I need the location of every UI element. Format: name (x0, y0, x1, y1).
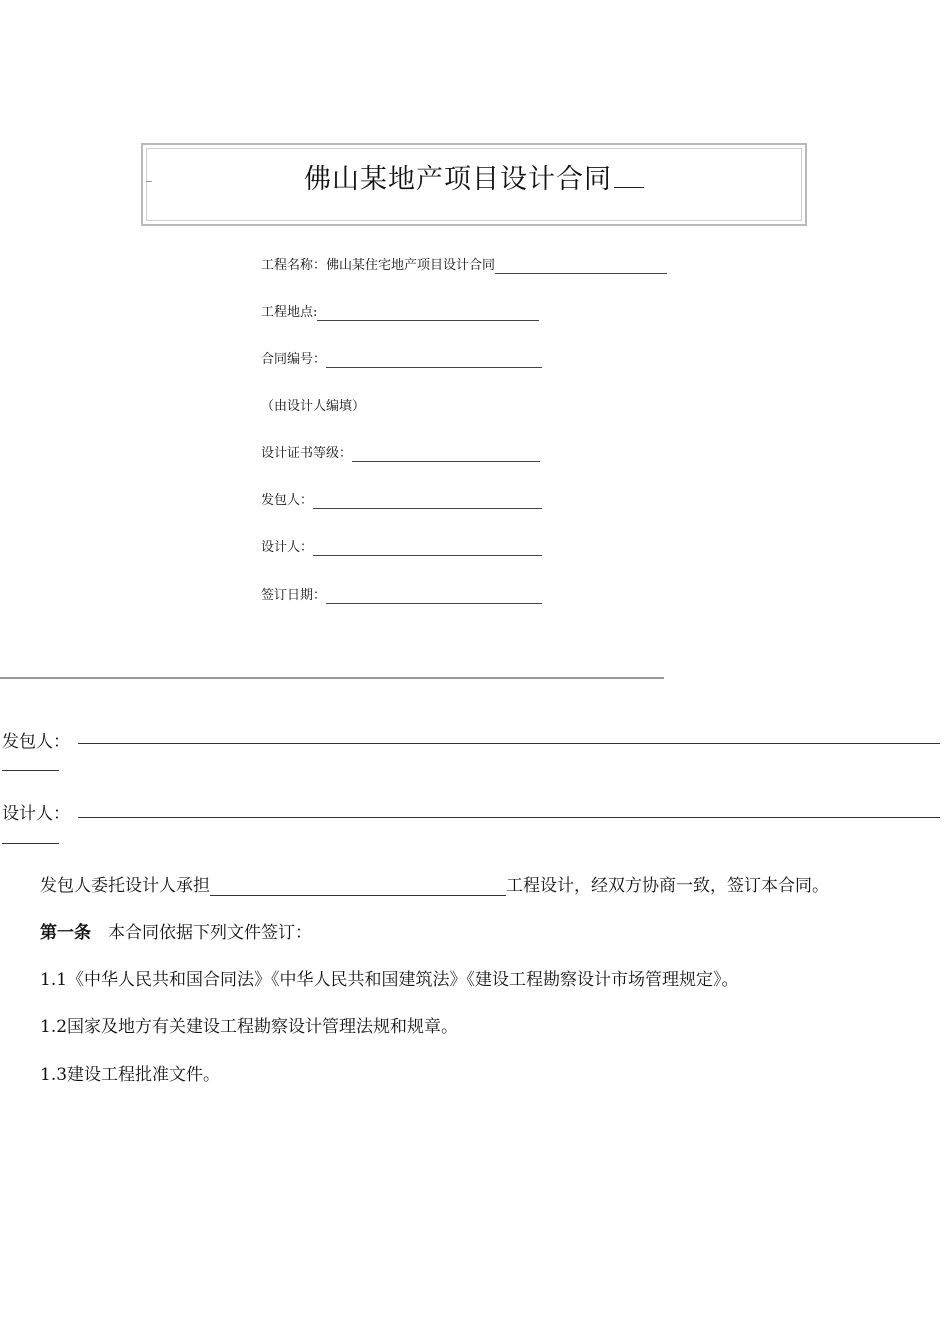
contract-no-fill (326, 354, 542, 368)
sign-date-fill (326, 590, 542, 604)
cover-designer-line (261, 540, 542, 556)
intro-paragraph (40, 871, 829, 896)
client-fill-line (78, 743, 940, 744)
title-blank-line (614, 165, 644, 188)
intro-suffix: 工程设计，经双方协商一致，签订本合同。 (506, 876, 829, 896)
sign-date-label: 签订日期： (261, 588, 327, 603)
contract-no-note: （由设计人编填） (261, 399, 366, 414)
title-box (141, 143, 807, 226)
project-location-line (261, 305, 539, 321)
section-separator (0, 677, 664, 679)
cert-level-line (261, 446, 540, 462)
designer-fill-line-wrap (2, 843, 59, 844)
cover-client-line (261, 493, 542, 509)
project-location-label: 工程地点: (261, 305, 318, 320)
cert-level-label: 设计证书等级： (261, 446, 353, 461)
cover-designer-fill (313, 542, 542, 556)
contract-no-line (261, 352, 542, 368)
cover-client-label: 发包人： (261, 493, 314, 508)
project-location-fill (317, 307, 539, 321)
project-name-label: 工程名称： (261, 258, 327, 273)
cover-designer-label: 设计人： (261, 540, 314, 555)
client-label: 发包人： (2, 732, 70, 752)
project-name-line (261, 258, 667, 274)
intro-prefix: 发包人委托设计人承担 (40, 876, 210, 896)
client-fill-line-wrap (2, 770, 59, 771)
cover-client-fill (313, 495, 542, 509)
item-1-2: 1.2国家及地方有关建设工程勘察设计管理法规和规章。 (40, 1017, 459, 1037)
project-blank-line (210, 879, 506, 896)
designer-label: 设计人： (2, 804, 70, 824)
contract-no-label: 合同编号： (261, 352, 327, 367)
project-name-fill (495, 260, 667, 274)
article-1-heading: 第一条 (40, 923, 91, 943)
item-1-3: 1.3建设工程批准文件。 (40, 1065, 221, 1085)
document-title-text: 佛山某地产项目设计合同 (304, 164, 612, 195)
project-name-value: 佛山某住宅地产项目设计合同 (326, 258, 496, 273)
item-1-1: 1.1《中华人民共和国合同法》《中华人民共和国建筑法》《建设工程勘察设计市场管理规定》。 (40, 970, 739, 990)
designer-fill-line (78, 817, 940, 818)
article-1 (40, 918, 312, 943)
sign-date-line (261, 588, 542, 604)
document-title (143, 157, 805, 196)
cert-level-fill (352, 448, 540, 462)
article-1-text: 本合同依据下列文件签订： (108, 923, 312, 943)
